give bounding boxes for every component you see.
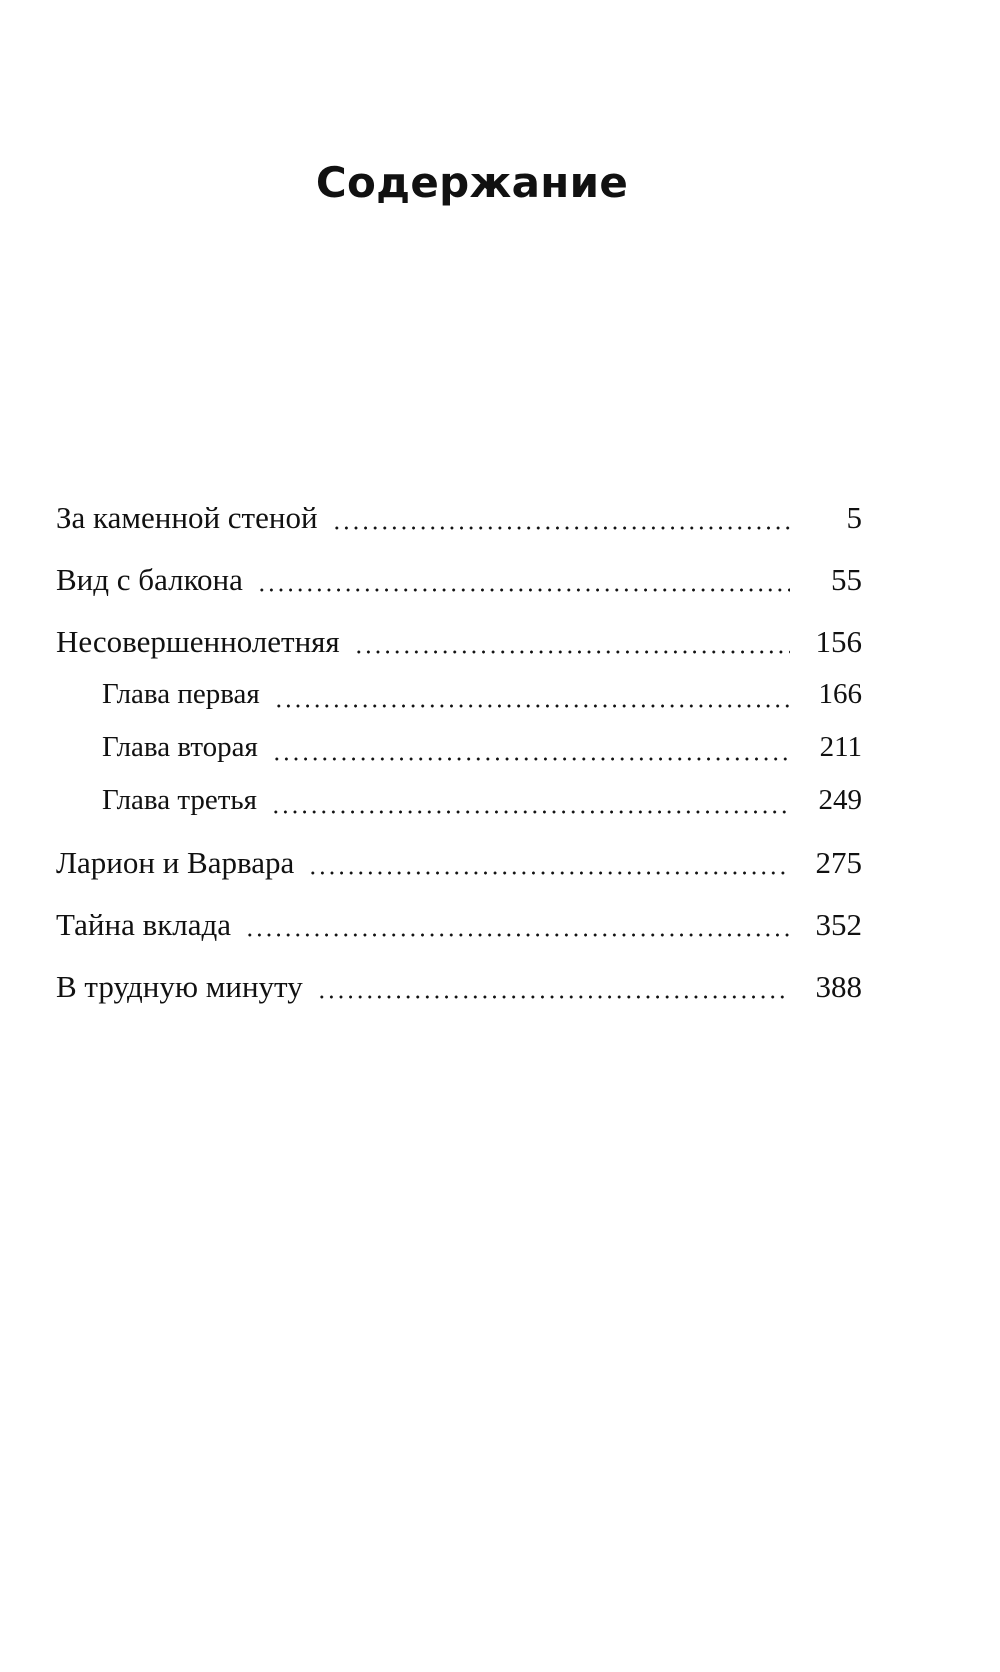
toc-subentry-glava-vtoraya	[56, 731, 862, 771]
toc-subentry-glava-pervaya	[56, 678, 862, 718]
toc-entry-page-number: 55	[831, 562, 862, 597]
dot-leader	[271, 810, 790, 814]
toc-entry-title: За каменной стеной	[56, 500, 318, 535]
toc-entry-page-number: 275	[815, 845, 862, 880]
toc-entry-page-number: 5	[846, 500, 862, 535]
toc-entry-page-number: 388	[815, 969, 862, 1004]
dot-leader	[354, 650, 790, 654]
toc-entry-nesovershennoletnyaya	[56, 624, 862, 664]
toc-entry-tayna-vklada	[56, 907, 862, 947]
toc-entry-title: Тайна вклада	[56, 907, 232, 942]
toc-entry-title: Ларион и Варвара	[56, 845, 295, 880]
dot-leader	[317, 995, 790, 999]
dot-leader	[274, 704, 790, 708]
page-title: Содержание	[315, 158, 629, 207]
toc-entry-page-number: 352	[815, 907, 862, 942]
toc-subentry-glava-tretya	[56, 784, 862, 824]
toc-entry-title: Глава вторая	[102, 731, 258, 763]
dot-leader	[257, 588, 790, 592]
toc-entry-za-kamennoy-stenoy	[56, 500, 862, 540]
dot-leader	[272, 757, 790, 761]
toc-entry-page-number: 166	[818, 678, 862, 710]
toc-entry-page-number: 156	[815, 624, 862, 659]
toc-entry-vid-s-balkona	[56, 562, 862, 602]
toc-entry-title: В трудную минуту	[56, 969, 303, 1004]
toc-entry-title: Глава третья	[102, 784, 257, 816]
toc-entry-page-number: 249	[818, 784, 862, 816]
toc-entry-title: Глава первая	[102, 678, 260, 710]
toc-entry-title: Несовершеннолетняя	[56, 624, 340, 659]
toc-entry-page-number: 211	[819, 731, 862, 763]
toc-entry-v-trudnuyu-minutu	[56, 969, 862, 1009]
dot-leader	[332, 526, 790, 530]
dot-leader	[308, 871, 790, 875]
toc-entry-larion-i-varvara	[56, 845, 862, 885]
dot-leader	[245, 933, 790, 937]
toc-entry-title: Вид с балкона	[56, 562, 243, 597]
